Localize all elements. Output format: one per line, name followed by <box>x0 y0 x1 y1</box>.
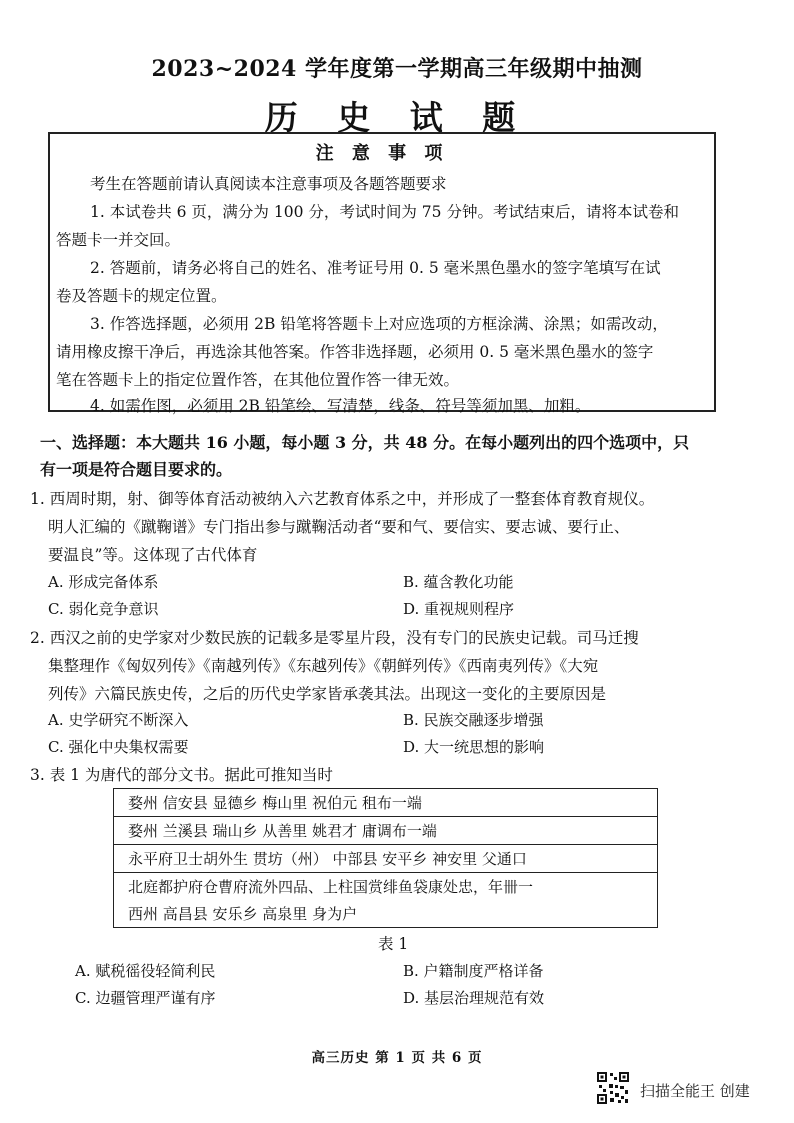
question-3-stem: 3. 表 1 为唐代的部分文书。据此可推知当时 <box>30 766 333 784</box>
question-2-stem: 列传》六篇民族史传，之后的历代史学家皆承袭其法。出现这一变化的主要原因是 <box>48 685 607 703</box>
question-1-stem: 1. 西周时期，射、御等体育活动被纳入六艺教育体系之中，并形成了一整套体育教育规仪。 <box>30 490 655 508</box>
question-2-stem: 集整理作《匈奴列传》《南越列传》《东越列传》《朝鲜列传》《西南夷列传》《大宛 <box>48 657 599 675</box>
notice-line: 3. 作答选择题，必须用 2B 铅笔将答题卡上对应选项的方框涂满、涂黑；如需改动， <box>90 315 668 333</box>
notice-line: 1. 本试卷共 6 页，满分为 100 分，考试时间为 75 分钟。考试结束后，请将本试卷和 <box>90 203 679 221</box>
subject-title: 历 史 试 题 <box>264 98 530 137</box>
question-1-option-b: B. 蕴含教化功能 <box>403 573 514 591</box>
question-1-option-d: D. 重视规则程序 <box>403 600 515 618</box>
question-2-option-d: D. 大一统思想的影响 <box>403 738 545 756</box>
table-row <box>114 845 658 873</box>
section-heading: 有一项是符合题目要求的。 <box>40 460 233 479</box>
table-row <box>114 789 658 817</box>
question-1-stem: 要温良”等。这体现了古代体育 <box>48 546 258 564</box>
notice-line: 卷及答题卡的规定位置。 <box>56 287 227 305</box>
question-1-stem: 明人汇编的《蹴鞠谱》专门指出参与蹴鞠活动者“要和气、要信实、要志诚、要行止、 <box>48 518 630 536</box>
document-table <box>113 788 658 928</box>
table-row <box>114 900 658 928</box>
section-heading: 一、选择题：本大题共 16 小题，每小题 3 分，共 48 分。在每小题列出的四个选项中，只 <box>40 433 690 452</box>
notice-line: 请用橡皮擦干净后，再选涂其他答案。作答非选择题，必须用 0. 5 毫米黑色墨水的签字 <box>56 343 654 361</box>
table-cell: 婺州 兰溪县 瑞山乡 从善里 姚君才 庸调布一端 <box>114 817 658 845</box>
table-row <box>114 873 658 901</box>
question-3-option-c: C. 边疆管理严谨有序 <box>75 989 216 1007</box>
question-3-option-a: A. 赋税徭役轻简利民 <box>75 962 216 980</box>
notice-box <box>48 132 716 415</box>
exam-title: 2023~2024 学年度第一学期高三年级期中抽测 <box>151 56 643 82</box>
table-cell: 婺州 信安县 显德乡 梅山里 祝伯元 租布一端 <box>114 789 658 817</box>
notice-line: 4. 如需作图，必须用 2B 铅笔绘、写清楚，线条、符号等须加黑、加粗。 <box>90 397 591 415</box>
table-cell: 西州 高昌县 安乐乡 高泉里 身为户 <box>114 900 658 928</box>
notice-line: 答题卡一并交回。 <box>56 231 181 249</box>
question-3-option-b: B. 户籍制度严格详备 <box>403 962 544 980</box>
page-footer: 高三历史 第 1 页 共 6 页 <box>311 1050 483 1066</box>
question-2-stem: 2. 西汉之前的史学家对少数民族的记载多是零星片段，没有专门的民族史记载。司马迁搜 <box>30 629 639 647</box>
question-1-option-c: C. 弱化竞争意识 <box>48 600 159 618</box>
qr-code-icon <box>596 1071 630 1105</box>
notice-line: 2. 答题前，请务必将自己的姓名、准考证号用 0. 5 毫米黑色墨水的签字笔填写在试 <box>90 259 661 277</box>
question-2-option-b: B. 民族交融逐步增强 <box>403 711 544 729</box>
table-caption: 表 1 <box>378 935 409 953</box>
table-cell: 北庭都护府仓曹府流外四品、上柱国赏绯鱼袋康处忠，年卌一 <box>114 873 658 901</box>
notice-line: 笔在答题卡上的指定位置作答，在其他位置作答一律无效。 <box>56 371 460 389</box>
question-2-option-a: A. 史学研究不断深入 <box>48 711 189 729</box>
question-2-option-c: C. 强化中央集权需要 <box>48 738 189 756</box>
notice-line: 考生在答题前请认真阅读本注意事项及各题答题要求 <box>90 175 447 193</box>
table-cell: 永平府卫士胡外生 贯坊（州） 中部县 安平乡 神安里 父通口 <box>114 845 658 873</box>
notice-heading: 注 意 事 项 <box>315 143 449 164</box>
table-row <box>114 817 658 845</box>
question-1-option-a: A. 形成完备体系 <box>48 573 159 591</box>
question-3-option-d: D. 基层治理规范有效 <box>403 989 545 1007</box>
watermark-text: 扫描全能王 创建 <box>640 1082 750 1100</box>
